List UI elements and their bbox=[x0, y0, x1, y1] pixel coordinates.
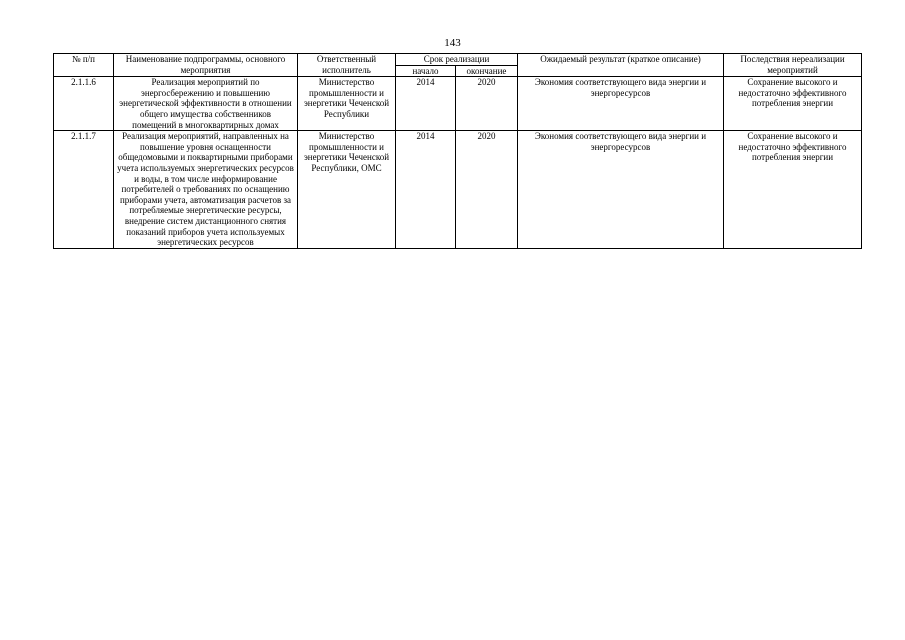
row-executor: Министерство промышленности и энергетики Чеченской Республики, ОМС bbox=[298, 131, 396, 249]
row-consequences: Сохранение высокого и недостаточно эффективного потребления энергии bbox=[724, 77, 862, 131]
header-period: Срок реализации bbox=[396, 54, 518, 66]
table-row bbox=[54, 131, 862, 249]
row-end-year: 2020 bbox=[456, 131, 518, 249]
table-row bbox=[54, 77, 862, 131]
header-executor: Ответственный исполнитель bbox=[298, 54, 396, 77]
row-consequences: Сохранение высокого и недостаточно эффективного потребления энергии bbox=[724, 131, 862, 249]
header-result: Ожидаемый результат (краткое описание) bbox=[518, 54, 724, 77]
row-start-year: 2014 bbox=[396, 77, 456, 131]
row-start-year: 2014 bbox=[396, 131, 456, 249]
row-expected-result: Экономия соответствующего вида энергии и энергоресурсов bbox=[518, 131, 724, 249]
row-num: 2.1.1.6 bbox=[54, 77, 114, 131]
header-period-start: начало bbox=[396, 65, 456, 77]
program-activities-table bbox=[53, 53, 862, 249]
row-executor: Министерство промышленности и энергетики Чеченской Республики bbox=[298, 77, 396, 131]
header-consequences: Последствия нереализации мероприятий bbox=[724, 54, 862, 77]
header-period-end: окончание bbox=[456, 65, 518, 77]
header-name: Наименование подпрограммы, основного мероприятия bbox=[114, 54, 298, 77]
row-activity-name: Реализация мероприятий по энергосбережению и повышению энергетической эффективности в отношении общего имущества собственников помещений в многоквартирных домах bbox=[114, 77, 298, 131]
row-end-year: 2020 bbox=[456, 77, 518, 131]
page-number: 143 bbox=[444, 37, 461, 49]
header-row bbox=[54, 54, 862, 66]
row-num: 2.1.1.7 bbox=[54, 131, 114, 249]
row-expected-result: Экономия соответствующего вида энергии и энергоресурсов bbox=[518, 77, 724, 131]
row-activity-name: Реализация мероприятий, направленных на повышение уровня оснащенности общедомовыми и поквартирными приборами учета используемых энергетических ресурсов и воды, в том числе информирование потребителей о требованиях по оснащению приборами учета, автоматизация расчетов за потребляемые энергетические ресурсы, внедрение систем дистанционного снятия показаний приборов учета используемых энергетических ресурсов bbox=[114, 131, 298, 249]
header-num: № п/п bbox=[54, 54, 114, 77]
